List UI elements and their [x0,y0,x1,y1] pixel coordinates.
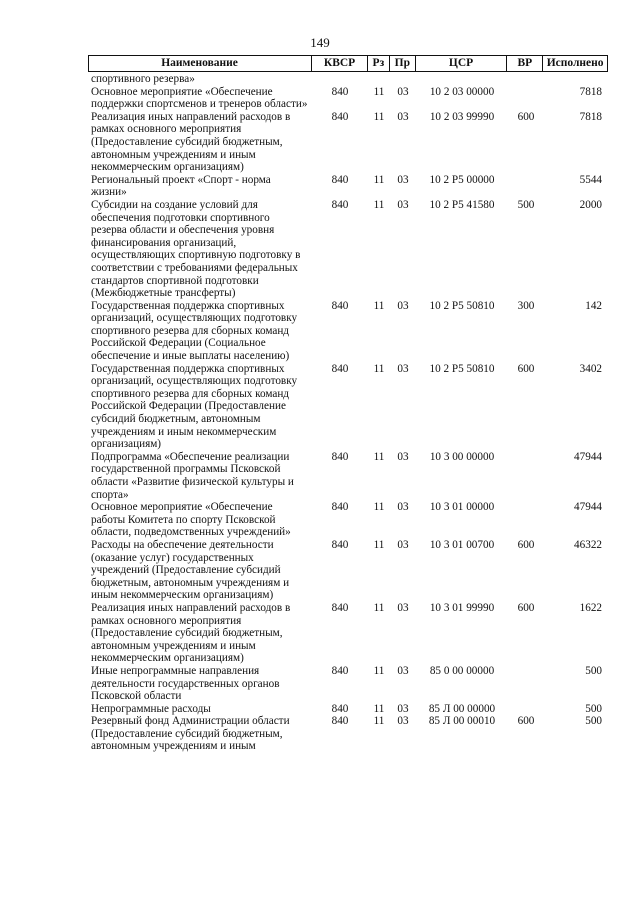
row-vr: 600 [517,362,535,375]
row-vr: 600 [517,601,535,614]
row-name: спортивного резерва» [91,73,195,85]
row-pr: 03 [397,299,409,312]
table-row [88,199,608,300]
page-number: 149 [310,35,330,50]
table-row [88,86,608,111]
row-kvsr [312,73,368,86]
row-vr [508,703,544,716]
row-pr: 03 [397,538,409,551]
row-pr: 03 [397,198,409,211]
row-pr: 03 [397,85,409,98]
row-done: 500 [585,715,602,728]
row-pr: 03 [397,601,409,614]
table-header [88,55,608,72]
row-name: Реализация иных направлений расходов в рамках основного мероприятия (Предоставление субсидий бюджетным, автономным учреждениям и иным некоммерческим организациям) [91,601,291,665]
row-done: 3402 [579,362,602,375]
table-row [88,501,608,539]
row-rz: 11 [373,110,385,123]
row-vr: 600 [517,538,535,551]
header-kvsr: КВСР [312,56,368,71]
row-pr: 03 [397,664,409,677]
header-pr: Пр [390,56,416,71]
row-done: 47944 [574,501,602,514]
table-row [88,602,608,665]
row-rz [368,73,390,86]
row-vr: 600 [517,715,535,728]
row-kvsr: 840 [331,501,349,514]
row-vr [508,73,544,86]
row-vr: 300 [517,299,535,312]
table-row [88,703,608,716]
row-name: Государственная поддержка спортивных организаций, осуществляющих подготовку спортивного резерва для сборных команд Российской Федерации (Предоставление субсидий бюджетным, автономным учреждениям и иным некоммерческим организациям) [91,362,298,451]
row-pr: 03 [397,702,409,715]
row-kvsr: 840 [331,198,349,211]
row-rz: 11 [373,450,385,463]
row-pr: 03 [397,173,409,186]
budget-table [88,55,608,753]
row-rz: 11 [373,198,385,211]
row-pr: 03 [397,501,409,514]
row-csr: 10 3 00 00000 [429,450,495,463]
row-done: 7818 [579,110,602,123]
row-vr [508,501,544,539]
table-row [88,451,608,501]
table-row [88,300,608,363]
row-vr: 600 [517,110,535,123]
row-vr: 500 [517,198,535,211]
row-name: Государственная поддержка спортивных организаций, осуществляющих подготовку спортивного резерва для сборных команд Российской Федерации (Социальное обеспечение и иные выплаты населению) [91,299,298,363]
row-kvsr: 840 [331,715,349,728]
row-name: Иные непрограммные направления деятельности государственных органов Псковской области [91,664,280,703]
row-done: 500 [585,664,602,677]
row-vr [508,665,544,703]
row-name: Субсидии на создание условий для обеспечения подготовки спортивного резерва области и обеспечения уровня финансирования организаций, осуществляющих спортивную подготовку в соответствии с требованиями федеральных стандартов спортивной подготовки (Межбюджетные трансферты) [91,198,301,300]
row-csr [416,73,508,86]
row-kvsr: 840 [331,601,349,614]
row-name: Региональный проект «Спорт - норма жизни» [91,173,271,199]
row-rz: 11 [373,362,385,375]
row-csr: 10 2 P5 50810 [429,362,495,375]
row-csr: 85 Л 00 00000 [428,702,496,715]
header-rz: Рз [368,56,390,71]
row-csr: 10 2 P5 41580 [429,198,495,211]
row-done: 46322 [574,538,602,551]
row-done: 5544 [579,173,602,186]
row-done: 142 [585,299,602,312]
row-kvsr: 840 [331,702,349,715]
table-row [88,174,608,199]
row-rz: 11 [373,85,385,98]
row-csr: 10 2 03 00000 [429,85,495,98]
row-rz: 11 [373,601,385,614]
row-name: Основное мероприятие «Обеспечение поддержки спортсменов и тренеров области» [91,85,308,111]
table-row [88,363,608,451]
table-row [88,111,608,174]
row-done [544,73,608,86]
row-pr: 03 [397,110,409,123]
row-kvsr: 840 [331,538,349,551]
table-row [88,715,608,753]
row-kvsr: 840 [331,110,349,123]
table-row [88,73,608,86]
row-csr: 10 3 01 99990 [429,601,495,614]
row-csr: 10 3 01 00700 [429,538,495,551]
row-vr [508,174,544,199]
row-kvsr: 840 [331,299,349,312]
row-csr: 85 Л 00 00010 [428,715,496,728]
row-name: Непрограммные расходы [91,702,211,715]
row-csr: 10 2 P5 50810 [429,299,495,312]
table-row [88,539,608,602]
row-done: 47944 [574,450,602,463]
header-vr: ВР [507,56,543,71]
row-done: 7818 [579,85,602,98]
row-kvsr: 840 [331,173,349,186]
row-rz: 11 [373,501,385,514]
row-vr [508,451,544,501]
row-name: Расходы на обеспечение деятельности (оказание услуг) государственных учреждений (Предоставление субсидий бюджетным, автономным учреждениям и иным некоммерческим организациям) [91,538,290,602]
table-row [88,665,608,703]
row-csr: 10 2 03 99990 [429,110,495,123]
row-done: 500 [585,702,602,715]
row-name: Реализация иных направлений расходов в рамках основного мероприятия (Предоставление субсидий бюджетным, автономным учреждениям и иным некоммерческим организациям) [91,110,291,174]
row-rz: 11 [373,173,385,186]
header-csr: ЦСР [416,56,508,71]
row-rz: 11 [373,664,385,677]
row-rz: 11 [373,702,385,715]
row-pr [390,73,416,86]
header-done: Исполнено [546,57,604,69]
row-done: 2000 [579,198,602,211]
row-rz: 11 [373,538,385,551]
row-pr: 03 [397,362,409,375]
row-kvsr: 840 [331,362,349,375]
row-kvsr: 840 [331,85,349,98]
row-name: Резервный фонд Администрации области (Предоставление субсидий бюджетным, автономным учреждениям и иным [91,715,290,753]
row-kvsr: 840 [331,664,349,677]
header-name: Наименование [89,56,312,71]
row-pr: 03 [397,715,409,728]
row-csr: 10 2 P5 00000 [429,173,495,186]
row-name: Подпрограмма «Обеспечение реализации государственной программы Псковской области «Развитие физической культуры и спорта» [91,450,294,501]
row-csr: 85 0 00 00000 [429,664,495,677]
row-pr: 03 [397,450,409,463]
table-body [88,72,608,753]
row-done: 1622 [579,601,602,614]
row-kvsr: 840 [331,450,349,463]
row-vr [508,86,544,111]
row-rz: 11 [373,299,385,312]
row-rz: 11 [373,715,385,728]
row-csr: 10 3 01 00000 [429,501,495,514]
row-name: Основное мероприятие «Обеспечение работы Комитета по спорту Псковской области, подведомственных учреждений» [91,501,291,539]
